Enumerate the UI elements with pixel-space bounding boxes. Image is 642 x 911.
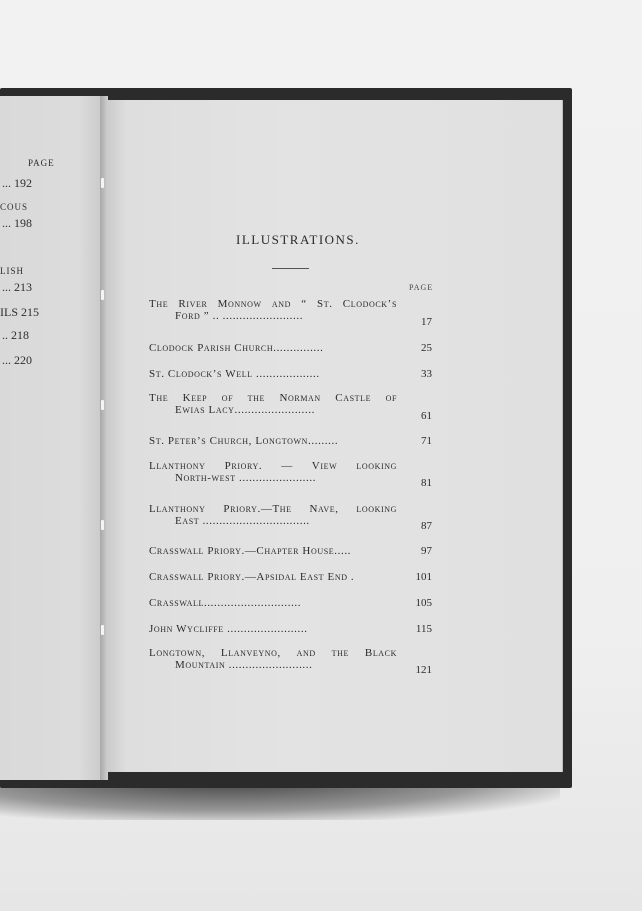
page-column-label: PAGE bbox=[409, 283, 434, 292]
entry-title: Crasswall............................. bbox=[149, 597, 302, 609]
entry-title: The Keep of the Norman Castle of bbox=[149, 392, 397, 404]
illustration-entry bbox=[149, 342, 429, 354]
entry-title: Llanthony Priory.—The Nave, looking bbox=[149, 503, 397, 515]
binding-stitch bbox=[101, 520, 104, 530]
illustration-entry bbox=[149, 545, 429, 557]
left-fragment: LISH bbox=[0, 266, 24, 276]
entry-page-number: 121 bbox=[415, 664, 432, 676]
binding-stitch bbox=[101, 290, 104, 300]
illustration-entry bbox=[149, 597, 429, 609]
page-title: ILLUSTRATIONS. bbox=[236, 232, 360, 247]
entry-page-number: 101 bbox=[415, 571, 432, 583]
left-page-label: PAGE bbox=[28, 158, 55, 168]
entry-page-number: 61 bbox=[421, 410, 432, 422]
illustration-entry bbox=[149, 392, 429, 416]
left-fragment: ... 220 bbox=[2, 353, 32, 367]
binding-stitch bbox=[101, 400, 104, 410]
entry-title-cont: Ewias Lacy........................ bbox=[175, 404, 315, 416]
left-fragment: ... 198 bbox=[2, 216, 32, 230]
illustration-entry bbox=[149, 460, 429, 484]
illustration-entry bbox=[149, 647, 429, 671]
entry-title-cont: Ford ” .. ........................ bbox=[175, 310, 304, 322]
title-rule bbox=[272, 268, 309, 269]
entry-title-cont: Mountain ......................... bbox=[175, 659, 313, 671]
entry-page-number: 97 bbox=[421, 545, 432, 557]
entry-page-number: 71 bbox=[421, 435, 432, 447]
left-fragment: ILS 215 bbox=[0, 305, 39, 319]
entry-page-number: 33 bbox=[421, 368, 432, 380]
entry-title: Llanthony Priory. — View looking bbox=[149, 460, 397, 472]
entry-title: St. Clodock’s Well ................... bbox=[149, 368, 320, 380]
illustration-entry bbox=[149, 298, 429, 322]
illustration-entry bbox=[149, 368, 429, 380]
entry-title: Crasswall Priory.—Chapter House..... bbox=[149, 545, 352, 557]
binding-stitch bbox=[101, 178, 104, 188]
book-gutter bbox=[100, 96, 108, 780]
left-fragment: ... 192 bbox=[2, 176, 32, 190]
entry-title: John Wycliffe ........................ bbox=[149, 623, 308, 635]
entry-title-cont: East ................................ bbox=[175, 515, 310, 527]
entry-page-number: 25 bbox=[421, 342, 432, 354]
entry-page-number: 81 bbox=[421, 477, 432, 489]
illustration-entry bbox=[149, 435, 429, 447]
entry-page-number: 115 bbox=[415, 623, 432, 635]
entry-title: Clodock Parish Church............... bbox=[149, 342, 324, 354]
entry-title: Crasswall Priory.—Apsidal East End . bbox=[149, 571, 355, 583]
entry-title-cont: North-west ....................... bbox=[175, 472, 317, 484]
entry-title: Longtown, Llanveyno, and the Black bbox=[149, 647, 397, 659]
binding-stitch bbox=[101, 625, 104, 635]
illustration-entry bbox=[149, 571, 429, 583]
entry-title: The River Monnow and “ St. Clodock’s bbox=[149, 298, 397, 310]
illustration-entry bbox=[149, 623, 429, 635]
entry-title: St. Peter’s Church, Longtown......... bbox=[149, 435, 339, 447]
left-fragment: .. 218 bbox=[2, 328, 29, 342]
entry-page-number: 87 bbox=[421, 520, 432, 532]
illustration-entry bbox=[149, 503, 429, 527]
entry-page-number: 17 bbox=[421, 316, 432, 328]
left-fragment: ... 213 bbox=[2, 280, 32, 294]
left-fragment: COUS bbox=[0, 202, 29, 212]
entry-page-number: 105 bbox=[415, 597, 432, 609]
left-page bbox=[0, 96, 104, 780]
